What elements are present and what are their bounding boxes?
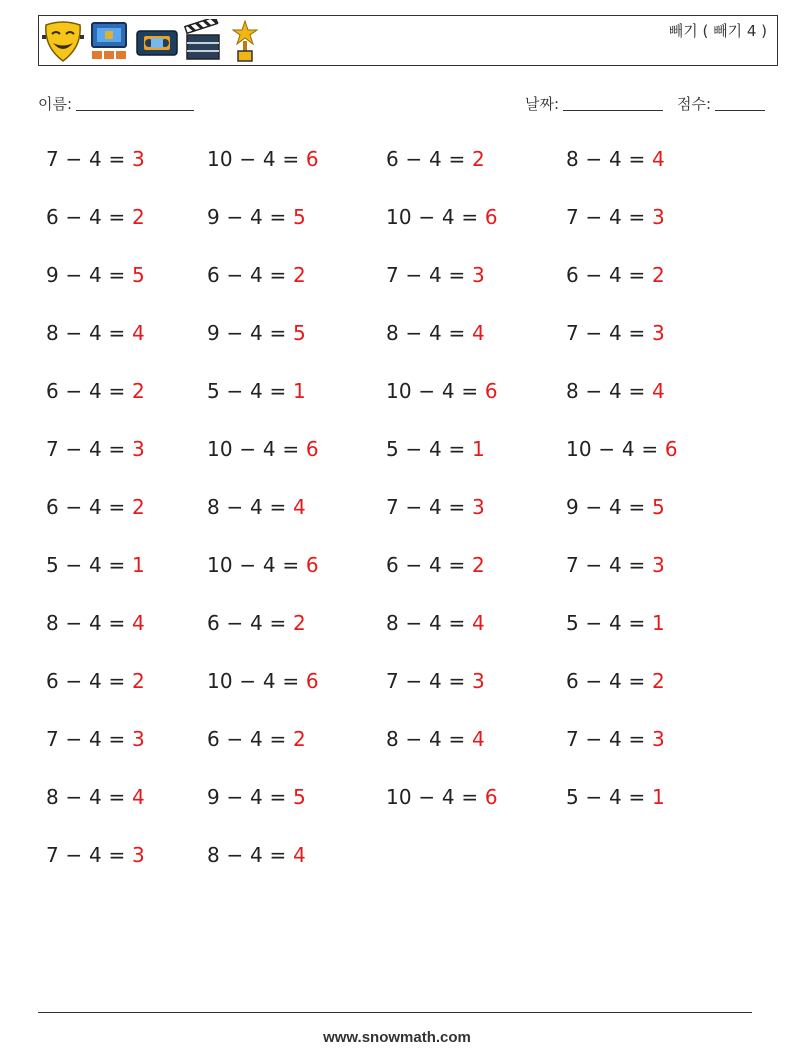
problem-item xyxy=(566,495,665,519)
problem-answer: 3 xyxy=(132,147,145,171)
problem-answer: 2 xyxy=(132,379,145,403)
problem-question: 7 − 4 = xyxy=(46,843,132,867)
problem-item xyxy=(207,611,306,635)
problem-answer: 3 xyxy=(472,495,485,519)
problem-item xyxy=(566,727,665,751)
problem-question: 8 − 4 = xyxy=(386,321,472,345)
problem-item xyxy=(46,843,145,867)
problem-question: 10 − 4 = xyxy=(386,205,485,229)
problem-answer: 3 xyxy=(132,437,145,461)
problem-answer: 4 xyxy=(472,321,485,345)
problem-question: 7 − 4 = xyxy=(386,263,472,287)
problem-question: 9 − 4 = xyxy=(207,785,293,809)
problem-item xyxy=(207,669,319,693)
problem-answer: 6 xyxy=(305,437,319,461)
vhs-tape-icon xyxy=(136,19,178,63)
problem-item xyxy=(386,379,498,403)
problem-question: 8 − 4 = xyxy=(207,843,293,867)
problem-question: 6 − 4 = xyxy=(386,553,472,577)
problem-item xyxy=(566,611,665,635)
problem-item xyxy=(207,321,306,345)
problem-answer: 1 xyxy=(293,379,306,403)
problem-answer: 2 xyxy=(472,553,485,577)
problem-question: 7 − 4 = xyxy=(566,205,652,229)
problem-item xyxy=(386,437,485,461)
problem-answer: 3 xyxy=(652,553,665,577)
problem-answer: 2 xyxy=(293,611,306,635)
problem-item xyxy=(46,495,145,519)
problem-answer: 4 xyxy=(472,611,485,635)
date-label: 날짜: xyxy=(525,95,560,113)
problem-item xyxy=(46,611,145,635)
problem-item xyxy=(207,495,306,519)
problem-question: 10 − 4 = xyxy=(207,553,306,577)
problem-answer: 4 xyxy=(652,379,665,403)
problem-answer: 2 xyxy=(652,263,665,287)
problem-answer: 1 xyxy=(652,611,665,635)
problem-answer: 4 xyxy=(293,843,306,867)
problem-answer: 2 xyxy=(652,669,665,693)
problem-question: 6 − 4 = xyxy=(566,669,652,693)
problem-item xyxy=(207,553,319,577)
problem-answer: 2 xyxy=(132,495,145,519)
problem-answer: 4 xyxy=(132,785,145,809)
problem-answer: 5 xyxy=(293,785,306,809)
problem-item xyxy=(386,727,485,751)
problem-answer: 6 xyxy=(305,669,319,693)
problem-question: 5 − 4 = xyxy=(207,379,293,403)
problem-item xyxy=(207,785,306,809)
problem-answer: 3 xyxy=(132,843,145,867)
problem-answer: 3 xyxy=(132,727,145,751)
footer-divider xyxy=(38,1012,752,1013)
problem-question: 5 − 4 = xyxy=(566,785,652,809)
problem-question: 9 − 4 = xyxy=(46,263,132,287)
problem-item xyxy=(46,437,145,461)
problem-question: 5 − 4 = xyxy=(46,553,132,577)
problem-item xyxy=(566,669,665,693)
problem-question: 8 − 4 = xyxy=(386,611,472,635)
problem-question: 6 − 4 = xyxy=(46,379,132,403)
problem-question: 9 − 4 = xyxy=(207,321,293,345)
problem-item xyxy=(207,263,306,287)
problem-question: 7 − 4 = xyxy=(566,321,652,345)
problem-question: 10 − 4 = xyxy=(207,437,306,461)
problem-question: 8 − 4 = xyxy=(207,495,293,519)
header-icons xyxy=(42,18,262,64)
problem-question: 6 − 4 = xyxy=(207,611,293,635)
trophy-icon xyxy=(228,19,262,63)
problem-question: 10 − 4 = xyxy=(566,437,665,461)
problem-answer: 2 xyxy=(132,205,145,229)
problem-answer: 1 xyxy=(132,553,145,577)
problem-answer: 6 xyxy=(484,785,498,809)
problem-question: 6 − 4 = xyxy=(207,263,293,287)
problem-answer: 4 xyxy=(652,147,665,171)
worksheet-header xyxy=(38,15,778,66)
problem-item xyxy=(566,785,665,809)
problem-question: 6 − 4 = xyxy=(46,669,132,693)
problem-answer: 5 xyxy=(293,321,306,345)
problem-question: 6 − 4 = xyxy=(566,263,652,287)
problem-item xyxy=(566,147,665,171)
problem-item xyxy=(386,495,485,519)
name-field[interactable] xyxy=(38,93,194,114)
problem-answer: 1 xyxy=(652,785,665,809)
problem-answer: 5 xyxy=(132,263,145,287)
problem-answer: 1 xyxy=(472,437,485,461)
problem-question: 7 − 4 = xyxy=(46,147,132,171)
problem-answer: 3 xyxy=(472,669,485,693)
problem-question: 8 − 4 = xyxy=(46,785,132,809)
problem-question: 6 − 4 = xyxy=(46,205,132,229)
problem-item xyxy=(386,553,485,577)
problem-answer: 3 xyxy=(652,321,665,345)
problem-item xyxy=(207,843,306,867)
problem-question: 5 − 4 = xyxy=(386,437,472,461)
problem-answer: 6 xyxy=(484,205,498,229)
problem-item xyxy=(207,437,319,461)
problem-answer: 4 xyxy=(132,611,145,635)
score-label: 점수: xyxy=(677,95,712,113)
problem-answer: 4 xyxy=(293,495,306,519)
problem-item xyxy=(207,205,306,229)
problem-question: 7 − 4 = xyxy=(46,727,132,751)
problem-question: 9 − 4 = xyxy=(566,495,652,519)
problem-item xyxy=(386,147,485,171)
problem-answer: 2 xyxy=(293,727,306,751)
problem-item xyxy=(566,205,665,229)
problem-answer: 6 xyxy=(305,147,319,171)
problem-item xyxy=(207,379,306,403)
score-field[interactable] xyxy=(677,93,765,114)
problem-item xyxy=(386,263,485,287)
problem-item xyxy=(46,553,145,577)
problem-item xyxy=(46,263,145,287)
tablet-icon xyxy=(90,19,130,63)
problem-question: 7 − 4 = xyxy=(46,437,132,461)
problem-question: 7 − 4 = xyxy=(566,727,652,751)
problem-question: 5 − 4 = xyxy=(566,611,652,635)
problem-question: 6 − 4 = xyxy=(386,147,472,171)
problem-answer: 3 xyxy=(472,263,485,287)
problem-item xyxy=(386,611,485,635)
problem-item xyxy=(566,263,665,287)
problem-answer: 2 xyxy=(132,669,145,693)
problem-item xyxy=(386,669,485,693)
theater-mask-icon xyxy=(42,19,84,63)
problem-item xyxy=(566,553,665,577)
problem-question: 10 − 4 = xyxy=(386,379,485,403)
problem-item xyxy=(46,727,145,751)
name-line[interactable] xyxy=(76,96,194,111)
problem-question: 8 − 4 = xyxy=(46,611,132,635)
problem-item xyxy=(46,205,145,229)
problem-question: 7 − 4 = xyxy=(386,495,472,519)
problem-answer: 4 xyxy=(132,321,145,345)
problem-item xyxy=(386,321,485,345)
problem-answer: 6 xyxy=(664,437,678,461)
problem-answer: 4 xyxy=(472,727,485,751)
problem-question: 10 − 4 = xyxy=(207,669,306,693)
score-line[interactable] xyxy=(715,96,765,111)
problem-question: 8 − 4 = xyxy=(566,379,652,403)
worksheet-title: 빼기 ( 빼기 4 ) xyxy=(668,22,767,40)
problem-answer: 6 xyxy=(305,553,319,577)
problem-answer: 2 xyxy=(472,147,485,171)
problem-item xyxy=(46,379,145,403)
clapperboard-icon xyxy=(184,19,222,63)
problem-question: 7 − 4 = xyxy=(566,553,652,577)
problem-item xyxy=(386,205,498,229)
date-field[interactable] xyxy=(525,93,663,114)
name-label: 이름: xyxy=(38,95,73,113)
problem-item xyxy=(207,727,306,751)
problem-question: 8 − 4 = xyxy=(46,321,132,345)
date-line[interactable] xyxy=(563,96,663,111)
problem-item xyxy=(46,669,145,693)
problem-question: 10 − 4 = xyxy=(386,785,485,809)
problem-answer: 5 xyxy=(652,495,665,519)
problem-question: 7 − 4 = xyxy=(386,669,472,693)
problem-item xyxy=(386,785,498,809)
problem-item xyxy=(46,321,145,345)
problem-item xyxy=(566,437,678,461)
problem-answer: 2 xyxy=(293,263,306,287)
problem-question: 6 − 4 = xyxy=(207,727,293,751)
problem-question: 8 − 4 = xyxy=(386,727,472,751)
problem-answer: 3 xyxy=(652,727,665,751)
problem-item xyxy=(566,379,665,403)
problem-answer: 3 xyxy=(652,205,665,229)
problem-question: 9 − 4 = xyxy=(207,205,293,229)
problem-answer: 5 xyxy=(293,205,306,229)
problem-question: 10 − 4 = xyxy=(207,147,306,171)
problem-item xyxy=(566,321,665,345)
problem-item xyxy=(46,147,145,171)
problem-item xyxy=(207,147,319,171)
problem-answer: 6 xyxy=(484,379,498,403)
problem-question: 6 − 4 = xyxy=(46,495,132,519)
problem-question: 8 − 4 = xyxy=(566,147,652,171)
footer-url: www.snowmath.com xyxy=(323,1029,471,1046)
problem-item xyxy=(46,785,145,809)
